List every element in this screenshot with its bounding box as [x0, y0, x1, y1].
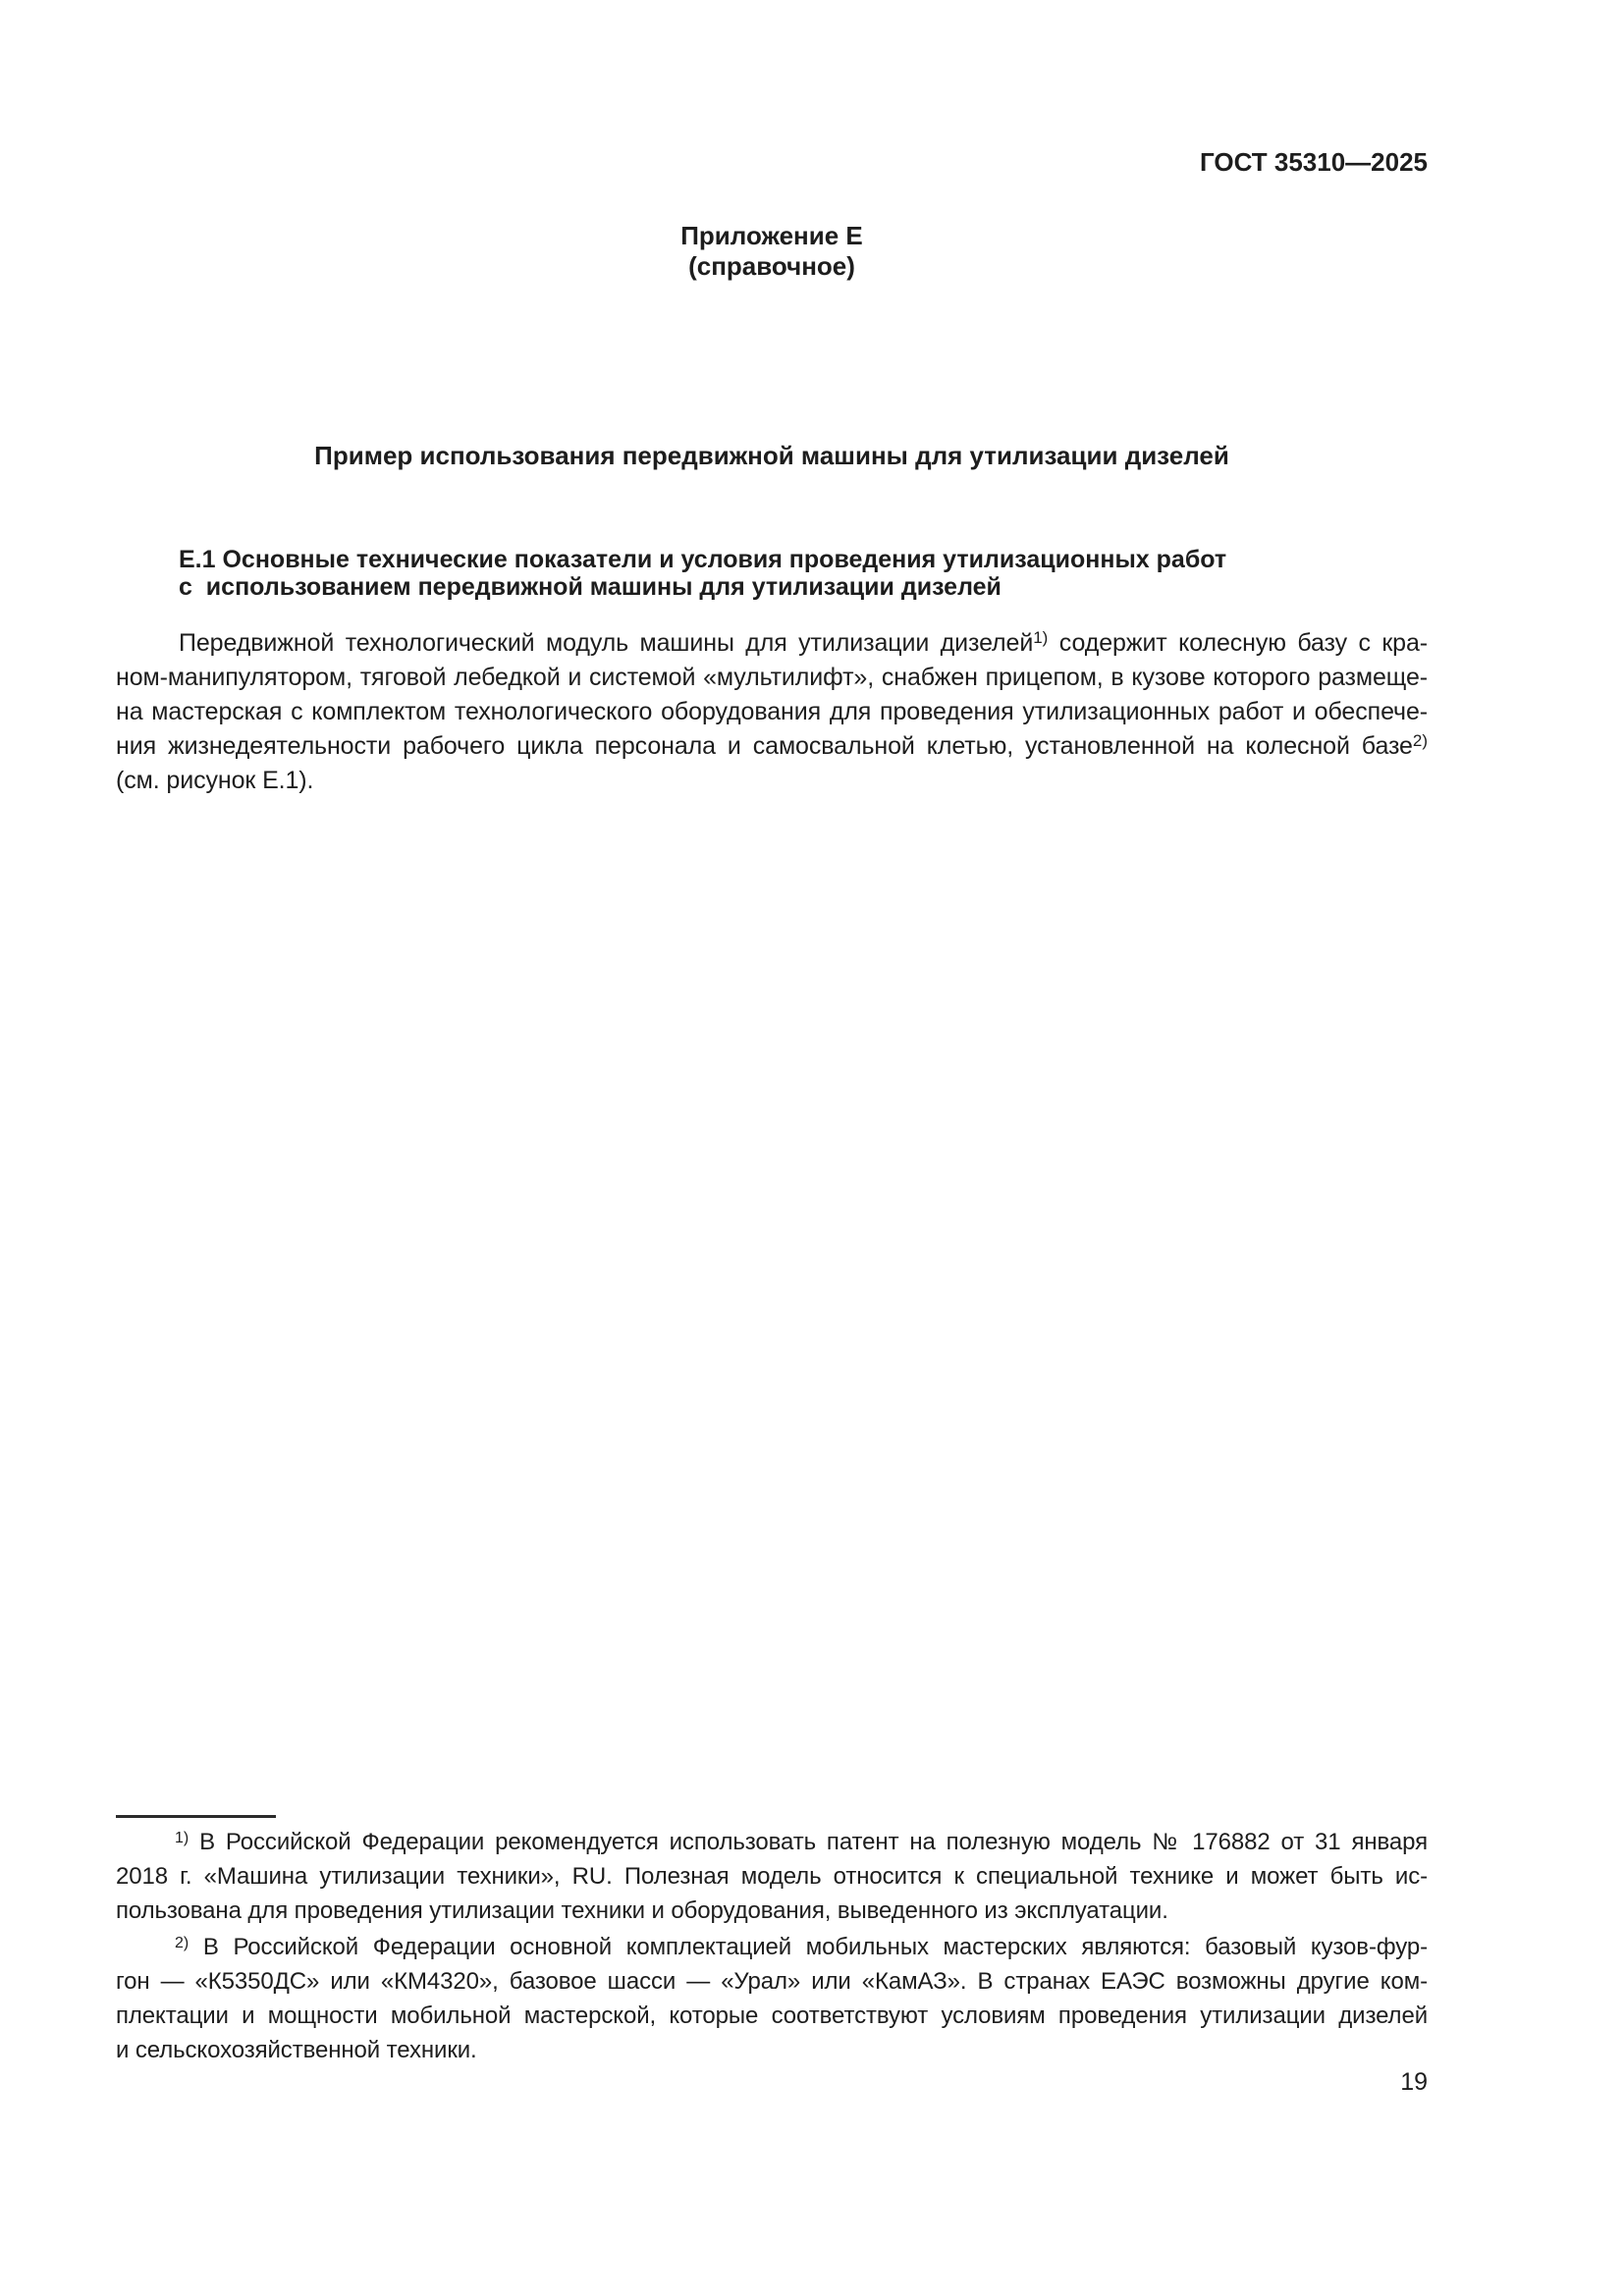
footnote-ref-1: 1) [1033, 628, 1049, 647]
footnote-text: В Российской Федерации основной комплектацией мобильных мастерских являются: базовый кузов-фур- [189, 1934, 1428, 1960]
footnote-line [116, 1930, 1428, 1964]
page-number: 19 [1400, 2068, 1428, 2096]
footnote-line [116, 1999, 1428, 2033]
footnote-text: гон — «К5350ДС» или «КМ4320», базовое шасси — «Урал» или «КамАЗ». В странах ЕАЭС возможны другие ком- [116, 1968, 1428, 1995]
paragraph-text: ном-манипулятором, тяговой лебедкой и системой «мультилифт», снабжен прицепом, в кузове которого размеще- [116, 664, 1428, 691]
appendix-kind: (справочное) [688, 251, 855, 281]
section-heading-line: Е.1 Основные технические показатели и условия проведения утилизационных работ [179, 546, 1227, 573]
footnote-marker-2: 2) [175, 1935, 189, 1951]
footnote-1 [116, 1825, 1428, 1928]
running-header [116, 147, 1428, 178]
footnote-marker-1: 1) [175, 1830, 189, 1846]
section-heading [116, 546, 1428, 601]
section-heading-line: с использованием передвижной машины для утилизации дизелей [179, 573, 1001, 601]
footnote-line [116, 1964, 1428, 1999]
paragraph-text: содержит колесную базу с кра- [1048, 629, 1428, 657]
page-title: Пример использования передвижной машины для утилизации дизелей [314, 441, 1229, 470]
paragraph-line [116, 764, 1428, 798]
footnote-text: 2018 г. «Машина утилизации техники», RU. Полезная модель относится к специальной технике и может быть ис- [116, 1863, 1428, 1890]
footnote-ref-2: 2) [1412, 731, 1428, 750]
appendix-label: Приложение Е [680, 221, 863, 250]
paragraph-line [116, 626, 1428, 661]
paragraph-line [116, 695, 1428, 729]
footnote-text: и сельскохозяйственной техники. [116, 2037, 477, 2063]
paragraph-text: на мастерская с комплектом технологического оборудования для проведения утилизационных работ и обеспече- [116, 698, 1428, 725]
footnote-rule [116, 1815, 276, 1818]
page-content [116, 0, 1428, 2296]
paragraph-line [116, 661, 1428, 695]
footnote-line [116, 2033, 1428, 2067]
standard-number: ГОСТ 35310—2025 [1200, 147, 1428, 177]
body-paragraph [116, 626, 1428, 798]
appendix-heading [116, 221, 1428, 282]
paragraph-line [116, 729, 1428, 764]
paragraph-text: Передвижной технологический модуль машины для утилизации дизелей [179, 629, 1034, 657]
footnote-line [116, 1825, 1428, 1859]
footnote-line [116, 1894, 1428, 1928]
footnote-text: плектации и мощности мобильной мастерской, которые соответствуют условиям проведения утилизации дизелей [116, 2002, 1428, 2029]
paragraph-text: (см. рисунок Е.1). [116, 767, 314, 794]
paragraph-text: ния жизнедеятельности рабочего цикла персонала и самосвальной клетью, установленной на колесной базе [116, 732, 1413, 760]
footnote-text: В Российской Федерации рекомендуется использовать патент на полезную модель № 176882 от 31 января [189, 1829, 1428, 1855]
footnote-line [116, 1859, 1428, 1894]
footnote-text: пользована для проведения утилизации техники и оборудования, выведенного из эксплуатации. [116, 1897, 1168, 1924]
footnote-2 [116, 1930, 1428, 2067]
